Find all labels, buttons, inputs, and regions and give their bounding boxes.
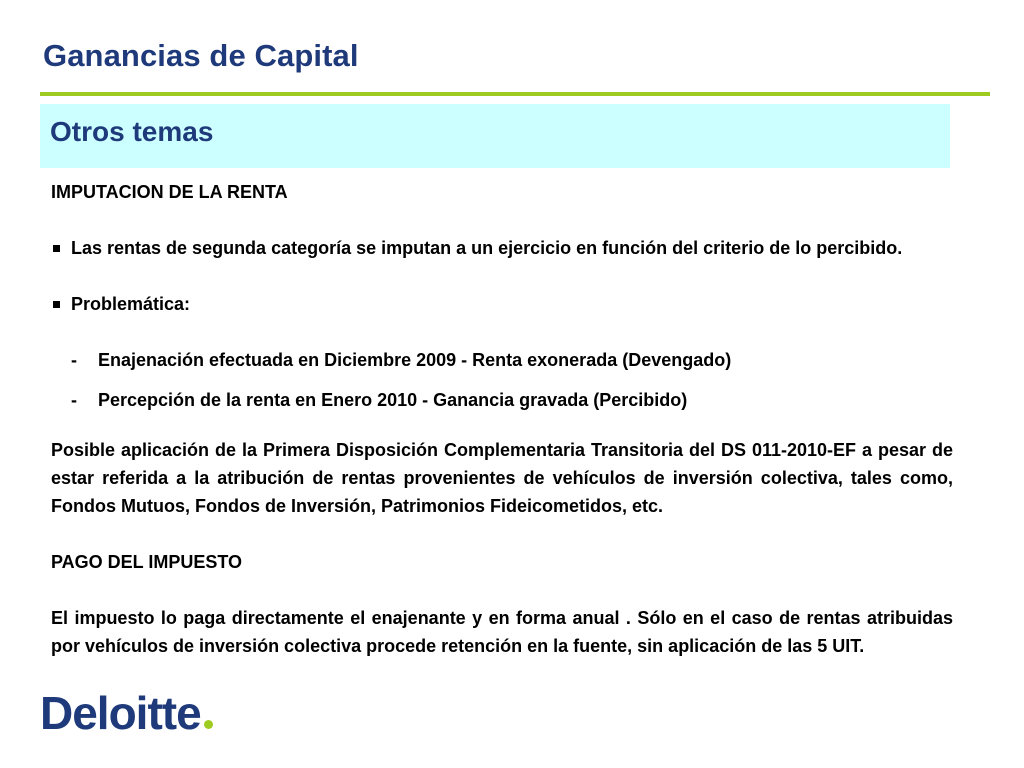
dash-list-item xyxy=(51,346,953,374)
spacer xyxy=(51,262,953,290)
spacer xyxy=(51,206,953,234)
bullet-item xyxy=(51,290,953,318)
dash-list-item xyxy=(51,386,953,414)
spacer xyxy=(51,318,953,346)
paragraph-impuesto: El impuesto lo paga directamente el enajenante y en forma anual . Sólo en el caso de rentas atribuidas por vehículos de inversión colectiva procede retención en la fuente, sin aplicación de las 5 UIT. xyxy=(51,608,953,656)
title-divider xyxy=(40,92,990,96)
logo-dot-icon xyxy=(204,720,213,729)
slide-content xyxy=(51,178,953,660)
logo-text: Deloitte xyxy=(40,687,201,739)
dash-text: Enajenación efectuada en Diciembre 2009 - Renta exonerada (Devengado) xyxy=(98,350,732,370)
deloitte-logo xyxy=(40,687,213,739)
section-header xyxy=(40,104,950,168)
spacer xyxy=(51,374,953,386)
pago-heading: PAGO DEL IMPUESTO xyxy=(51,552,243,572)
spacer xyxy=(51,520,953,548)
bullet-item xyxy=(51,234,953,262)
square-bullet-icon xyxy=(53,245,60,252)
slide-title: Ganancias de Capital xyxy=(43,38,359,73)
spacer xyxy=(51,414,953,436)
bullet-text: Las rentas de segunda categoría se imputan a un ejercicio en función del criterio de lo percibido. xyxy=(71,238,903,258)
section-title: Otros temas xyxy=(50,116,214,147)
dash-text: Percepción de la renta en Enero 2010 - Ganancia gravada (Percibido) xyxy=(98,390,688,410)
square-bullet-icon xyxy=(53,301,60,308)
spacer xyxy=(51,576,953,604)
paragraph-posible-aplicacion: Posible aplicación de la Primera Disposición Complementaria Transitoria del DS 011-2010-EF a pesar de estar referida a la atribución de rentas provenientes de vehículos de inversión colectiva, tales como, Fondos Mutuos, Fondos de Inversión, Patrimonios Fideicometidos, etc. xyxy=(51,440,953,516)
dash-marker: - xyxy=(71,390,77,410)
dash-marker: - xyxy=(71,350,77,370)
bullet-text: Problemática: xyxy=(71,294,191,314)
imputacion-heading: IMPUTACION DE LA RENTA xyxy=(51,182,288,202)
